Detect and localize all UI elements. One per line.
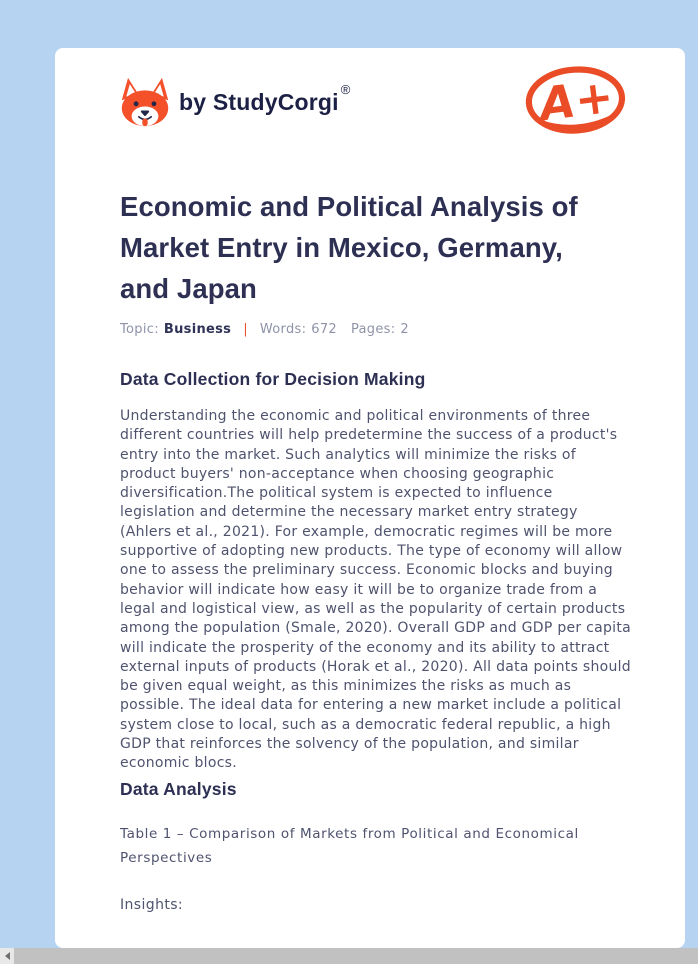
corgi-logo-icon: [120, 76, 170, 128]
topic-label: Topic:: [120, 322, 159, 337]
words-label: Words:: [259, 322, 307, 337]
body-paragraph: Understanding the economic and political environments of three different countries will help predetermine the success of a product's entry into the market. Such analytics will minimize the risks of product buyers' non-acceptance when choosing geographic diversification.The political system is expected to influence legislation and determine the necessary market entry strategy (Ahlers et al., 2021). For example, democratic regimes will be more supportive of adopting new products. The type of economy will allow one to assess the preliminary success. Economic blocks and buying behavior will indicate how easy it will be to organize trade from a legal and logistical view, as well as the popularity of certain products among the population (Smale, 2020). Overall GDP and GDP per capita will indicate the prosperity of the economy and its ability to attract external inputs of products (Horak et al., 2020). All data points should be given equal weight, as this minimizes the risks as much as possible. The ideal data for entering a new market include a political system close to local, such as a democratic federal republic, a high GDP that reinforces the solvency of the population, and similar economic blocs.: [120, 408, 631, 772]
section-heading-data-analysis: Data Analysis: [120, 778, 237, 799]
words-value: 672: [311, 322, 337, 337]
horizontal-scrollbar[interactable]: [0, 948, 698, 964]
registered-mark: ®: [340, 82, 351, 98]
meta-row: [120, 322, 628, 337]
pages-label: Pages:: [350, 322, 396, 337]
grade-badge-text: A+: [536, 69, 617, 132]
table-caption: Table 1 – Comparison of Markets from Political and Economical Perspectives: [120, 825, 579, 866]
topic-value: Business: [163, 322, 232, 337]
horizontal-scrollbar-thumb[interactable]: [14, 948, 698, 964]
meta-divider: |: [243, 322, 248, 337]
page-title-line: and Japan: [120, 273, 257, 304]
scroll-left-button[interactable]: [0, 948, 15, 964]
pages-value: 2: [400, 322, 409, 337]
studycorgi-brand: [120, 76, 351, 128]
page-title: [120, 186, 628, 309]
insights-label: Insights:: [120, 896, 184, 913]
brand-label: by StudyCorgi: [179, 88, 339, 115]
document-card: [55, 48, 685, 948]
left-triangle-icon: [5, 952, 10, 960]
page-title-line: Market Entry in Mexico, Germany,: [120, 232, 563, 263]
section-heading-data-collection: Data Collection for Decision Making: [120, 369, 426, 389]
page-title-line: Economic and Political Analysis of: [120, 191, 578, 222]
a-plus-grade-badge-icon: [523, 62, 628, 140]
header: [120, 62, 628, 140]
